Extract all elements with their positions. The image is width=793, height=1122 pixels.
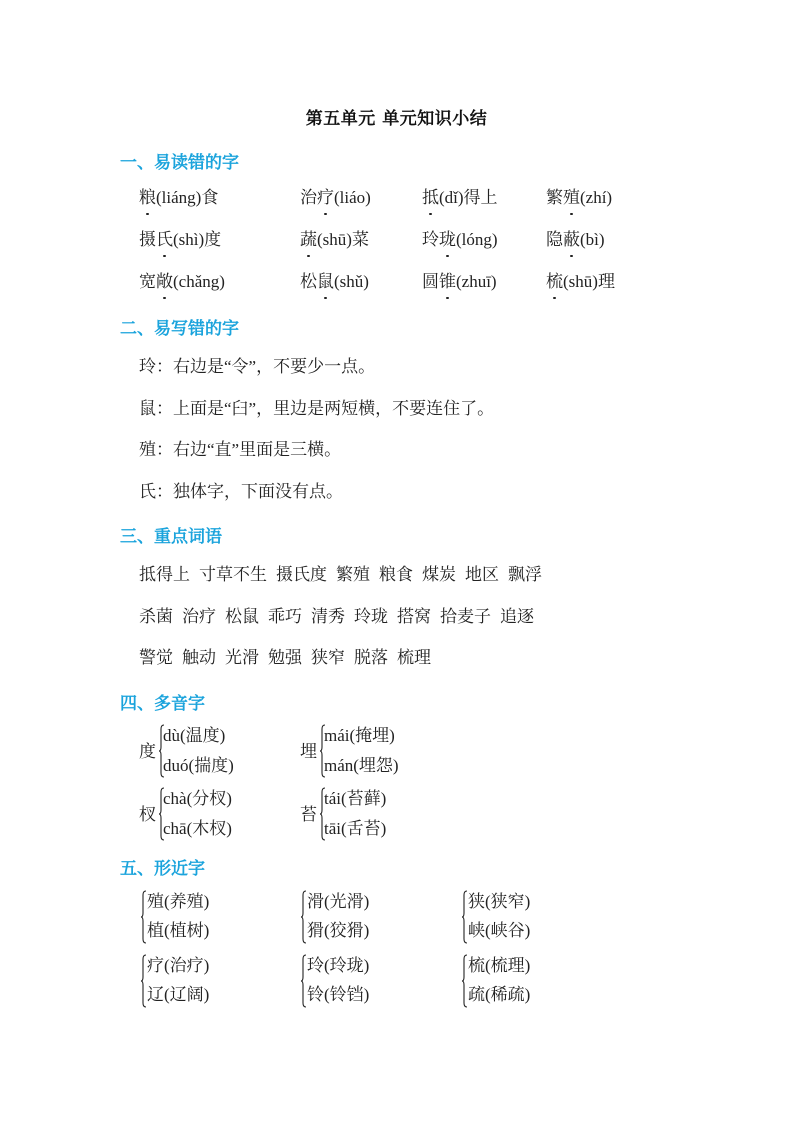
similar-char: 玲(玲珑) bbox=[307, 956, 370, 975]
key-word: 飘浮 bbox=[508, 565, 542, 584]
similar-char: 殖(养殖) bbox=[147, 892, 210, 911]
key-word: 警觉 bbox=[139, 648, 173, 667]
reading: chā(木杈) bbox=[163, 819, 232, 838]
key-word: 脱落 bbox=[354, 648, 388, 667]
tip-line: 殖：右边“直”里面是三横。 bbox=[139, 440, 342, 459]
dotted-char: 蔬 bbox=[300, 228, 317, 252]
similar-char: 梳(梳理) bbox=[468, 956, 531, 975]
dotted-char: 梳 bbox=[546, 270, 563, 294]
key-word: 触动 bbox=[182, 648, 216, 667]
key-word: 繁殖 bbox=[336, 565, 370, 584]
dotted-char: 疗 bbox=[317, 186, 334, 210]
similar-char: 峡(峡谷) bbox=[468, 921, 531, 940]
reading: mán(埋怨) bbox=[324, 756, 399, 775]
dotted-char: 鼠 bbox=[317, 270, 334, 294]
key-word: 乖巧 bbox=[268, 607, 302, 626]
dotted-char: 氏 bbox=[156, 228, 173, 252]
key-word: 搭窝 bbox=[397, 607, 431, 626]
section-heading-5: 五、形近字 bbox=[120, 859, 205, 879]
misread-item: 治疗(liáo) bbox=[300, 186, 371, 210]
tip-line: 鼠：上面是“臼”，里边是两短横，不要连住了。 bbox=[139, 399, 495, 418]
dotted-char: 殖 bbox=[563, 186, 580, 210]
reading: dù(温度) bbox=[163, 726, 226, 745]
similar-char: 辽(辽阔) bbox=[147, 985, 210, 1004]
misread-item: 蔬(shū)菜 bbox=[300, 228, 369, 252]
polyphone-char: 杈 bbox=[139, 805, 156, 824]
similar-char: 猾(狡猾) bbox=[307, 921, 370, 940]
misread-item: 粮(liáng)食 bbox=[139, 186, 218, 210]
word-row bbox=[139, 605, 543, 629]
key-word: 勉强 bbox=[268, 648, 302, 667]
misread-item: 梳(shū)理 bbox=[546, 270, 615, 294]
section-heading-3: 三、重点词语 bbox=[120, 527, 222, 547]
misread-item: 宽敞(chǎng) bbox=[139, 270, 225, 294]
key-word: 抵得上 bbox=[139, 565, 190, 584]
reading: tāi(舌苔) bbox=[324, 819, 387, 838]
key-word: 粮食 bbox=[379, 565, 413, 584]
misread-item: 松鼠(shǔ) bbox=[300, 270, 369, 294]
word-row bbox=[139, 563, 551, 587]
key-word: 追逐 bbox=[500, 607, 534, 626]
key-word: 寸草不生 bbox=[199, 565, 267, 584]
key-word: 梳理 bbox=[397, 648, 431, 667]
misread-item: 摄氏(shì)度 bbox=[139, 228, 221, 252]
reading: tái(苔藓) bbox=[324, 789, 387, 808]
key-word: 煤炭 bbox=[422, 565, 456, 584]
similar-char: 疗(治疗) bbox=[147, 956, 210, 975]
similar-char: 狭(狭窄) bbox=[468, 892, 531, 911]
similar-char: 铃(铃铛) bbox=[307, 985, 370, 1004]
section-heading-2: 二、易写错的字 bbox=[120, 319, 239, 339]
section-heading-4: 四、多音字 bbox=[120, 694, 205, 714]
misread-item: 隐蔽(bì) bbox=[546, 228, 605, 252]
reading: duó(揣度) bbox=[163, 756, 234, 775]
similar-char: 植(植树) bbox=[147, 921, 210, 940]
misread-item: 抵(dǐ)得上 bbox=[422, 186, 498, 210]
dotted-char: 粮 bbox=[139, 186, 156, 210]
key-word: 清秀 bbox=[311, 607, 345, 626]
tip-line: 玲：右边是“令”，不要少一点。 bbox=[139, 357, 376, 376]
similar-char: 滑(光滑) bbox=[307, 892, 370, 911]
key-word: 地区 bbox=[465, 565, 499, 584]
key-word: 玲珑 bbox=[354, 607, 388, 626]
key-word: 摄氏度 bbox=[276, 565, 327, 584]
key-word: 拾麦子 bbox=[440, 607, 491, 626]
key-word: 杀菌 bbox=[139, 607, 173, 626]
misread-item: 圆锥(zhuī) bbox=[422, 270, 497, 294]
polyphone-char: 埋 bbox=[300, 742, 317, 761]
misread-item: 玲珑(lóng) bbox=[422, 228, 498, 252]
dotted-char: 抵 bbox=[422, 186, 439, 210]
section-heading-1: 一、易读错的字 bbox=[120, 153, 239, 173]
reading: chà(分杈) bbox=[163, 789, 232, 808]
dotted-char: 珑 bbox=[439, 228, 456, 252]
page-title: 第五单元 单元知识小结 bbox=[305, 109, 488, 129]
polyphone-char: 苔 bbox=[300, 805, 317, 824]
dotted-char: 蔽 bbox=[563, 228, 580, 252]
polyphone-char: 度 bbox=[139, 742, 156, 761]
key-word: 治疗 bbox=[182, 607, 216, 626]
key-word: 松鼠 bbox=[225, 607, 259, 626]
similar-char: 疏(稀疏) bbox=[468, 985, 531, 1004]
key-word: 光滑 bbox=[225, 648, 259, 667]
reading: mái(掩埋) bbox=[324, 726, 395, 745]
dotted-char: 锥 bbox=[439, 270, 456, 294]
dotted-char: 敞 bbox=[156, 270, 173, 294]
key-word: 狭窄 bbox=[311, 648, 345, 667]
word-row bbox=[139, 646, 440, 670]
misread-item: 繁殖(zhí) bbox=[546, 186, 612, 210]
tip-line: 氏：独体字，下面没有点。 bbox=[139, 482, 343, 501]
